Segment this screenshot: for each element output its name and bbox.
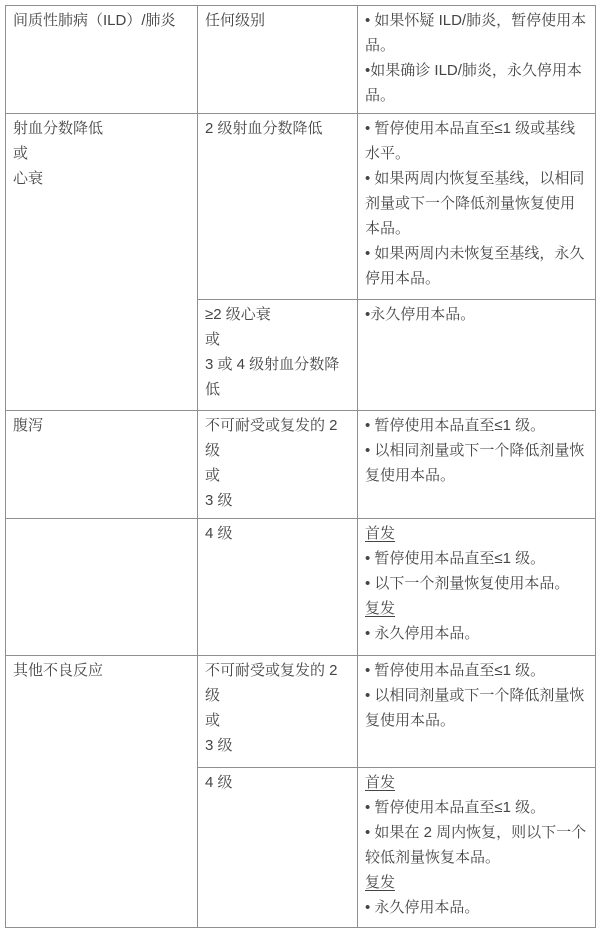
condition-text: 其他不良反应: [13, 662, 104, 679]
table-row: [6, 6, 596, 114]
underlined-label: 首发: [365, 525, 396, 542]
condition-text: 腹泻: [13, 417, 44, 434]
severity-text: 或: [205, 467, 221, 484]
severity-text: 任何级别: [205, 12, 266, 29]
severity-cell: [198, 300, 358, 411]
condition-cell: [6, 519, 198, 656]
severity-text: 3 或 4 级射血分数降低: [205, 356, 340, 398]
severity-text: 或: [205, 712, 221, 729]
severity-cell: [198, 411, 358, 519]
bullet-line: • 暂停使用本品直至≤1 级。: [365, 550, 546, 567]
table-row: [6, 519, 596, 656]
severity-text: 3 级: [205, 492, 233, 509]
severity-text: 或: [205, 331, 221, 348]
table-row: [6, 656, 596, 768]
severity-text: 4 级: [205, 525, 233, 542]
action-cell: [358, 411, 596, 519]
condition-text: 或: [13, 145, 29, 162]
action-cell: [358, 6, 596, 114]
action-cell: [358, 114, 596, 300]
bullet-line: • 如果怀疑 ILD/肺炎，暂停使用本品。: [365, 12, 587, 54]
table-row: [6, 114, 596, 300]
bullet-line: • 如果在 2 周内恢复，则以下一个较低剂量恢复本品。: [365, 824, 587, 866]
bullet-line: • 暂停使用本品直至≤1 级。: [365, 799, 546, 816]
action-cell: [358, 519, 596, 656]
bullet-line: • 如果两周内恢复至基线，以相同剂量或下一个降低剂量恢复使用本品。: [365, 170, 585, 237]
action-cell: [358, 768, 596, 928]
bullet-line: • 以相同剂量或下一个降低剂量恢复使用本品。: [365, 442, 585, 484]
underlined-label: 复发: [365, 600, 396, 617]
bullet-line: •永久停用本品。: [365, 306, 476, 323]
condition-cell: [6, 6, 198, 114]
underlined-label: 首发: [365, 774, 396, 791]
table-row: [6, 411, 596, 519]
condition-cell: [6, 114, 198, 411]
underlined-label: 复发: [365, 874, 396, 891]
bullet-line: • 暂停使用本品直至≤1 级。: [365, 417, 546, 434]
severity-cell: [198, 656, 358, 768]
severity-cell: [198, 6, 358, 114]
severity-text: 2 级射血分数降低: [205, 120, 323, 137]
severity-text: 4 级: [205, 774, 233, 791]
document-page: [0, 5, 600, 916]
severity-text: 不可耐受或复发的 2 级: [205, 417, 338, 459]
condition-text: 心衰: [13, 170, 44, 187]
bullet-line: • 永久停用本品。: [365, 625, 480, 642]
dose-modification-table: [5, 5, 596, 928]
bullet-line: • 以下一个剂量恢复使用本品。: [365, 575, 570, 592]
severity-cell: [198, 519, 358, 656]
severity-cell: [198, 768, 358, 928]
bullet-line: • 永久停用本品。: [365, 899, 480, 916]
bullet-line: •如果确诊 ILD/肺炎，永久停用本品。: [365, 62, 582, 104]
bullet-line: • 暂停使用本品直至≤1 级。: [365, 662, 546, 679]
severity-text: ≥2 级心衰: [205, 306, 271, 323]
condition-text: 射血分数降低: [13, 120, 104, 137]
bullet-line: • 暂停使用本品直至≤1 级或基线水平。: [365, 120, 576, 162]
condition-cell: [6, 656, 198, 928]
severity-cell: [198, 114, 358, 300]
bullet-line: • 如果两周内未恢复至基线，永久停用本品。: [365, 245, 585, 287]
severity-text: 3 级: [205, 737, 233, 754]
condition-cell: [6, 411, 198, 519]
bullet-line: • 以相同剂量或下一个降低剂量恢复使用本品。: [365, 687, 585, 729]
condition-text: 间质性肺病（ILD）/肺炎: [13, 12, 176, 29]
action-cell: [358, 656, 596, 768]
severity-text: 不可耐受或复发的 2 级: [205, 662, 338, 704]
action-cell: [358, 300, 596, 411]
